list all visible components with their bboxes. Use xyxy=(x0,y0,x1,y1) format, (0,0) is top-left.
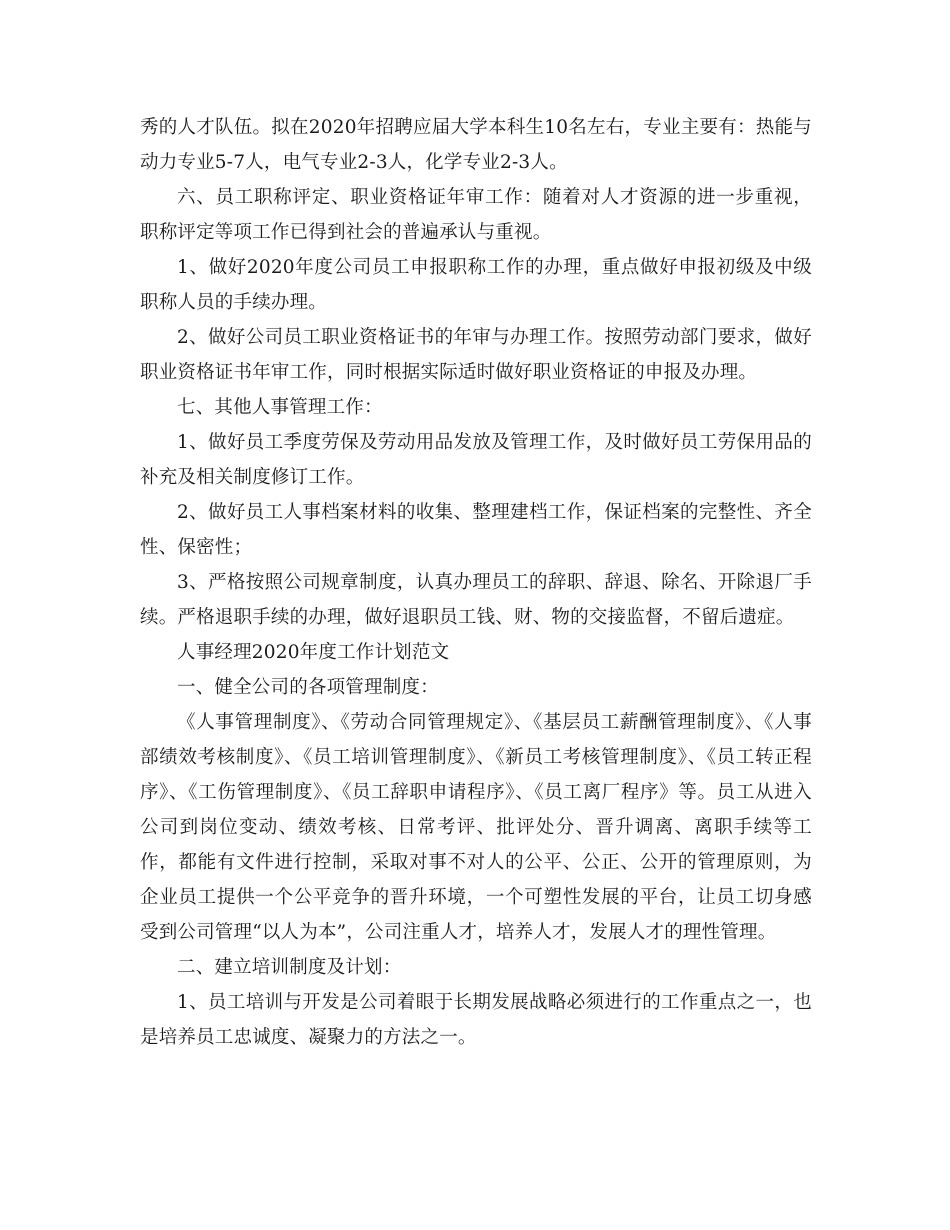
section-heading: 六、员工职称评定、职业资格证年审工作：随着对人才资源的进一步重视，职称评定等项工作已得到社会的普遍承认与重视。 xyxy=(140,187,812,243)
section-heading: 七、其他人事管理工作： xyxy=(177,397,383,418)
paragraph: 1、做好员工季度劳保及劳动用品发放及管理工作，及时做好员工劳保用品的补充及相关制度修订工作。 xyxy=(140,432,812,488)
section-heading: 一、健全公司的各项管理制度： xyxy=(177,677,439,698)
section-heading: 二、建立培训制度及计划： xyxy=(177,957,402,978)
paragraph: 2、做好员工人事档案材料的收集、整理建档工作，保证档案的完整性、齐全性、保密性； xyxy=(140,502,812,558)
paragraph: 2、做好公司员工职业资格证书的年审与办理工作。按照劳动部门要求，做好职业资格证书年审工作，同时根据实际适时做好职业资格证的申报及办理。 xyxy=(140,327,812,383)
paragraph: 《人事管理制度》、《劳动合同管理规定》、《基层员工薪酬管理制度》、《人事部绩效考核制度》、《员工培训管理制度》、《新员工考核管理制度》、《员工转正程序》、《工伤管理制度》、《员工辞职申请程序》、《员工离厂程序》等。员工从进入公司到岗位变动、绩效考核、日常考评、批评处分、晋升调离、离职手续等工作，都能有文件进行控制，采取对事不对人的公平、公正、公开的管理原则，为企业员工提供一个公平竞争的晋升环境，一个可塑性发展的平台，让员工切身感受到公司管理“以人为本”，公司注重人才，培养人才，发展人才的理性管理。 xyxy=(140,712,812,943)
document-body xyxy=(140,110,812,1055)
paragraph: 3、严格按照公司规章制度，认真办理员工的辞职、辞退、除名、开除退厂手续。严格退职手续的办理，做好退职员工钱、财、物的交接监督，不留后遗症。 xyxy=(140,572,812,628)
document-title: 人事经理2020年度工作计划范文 xyxy=(177,642,450,663)
paragraph: 秀的人才队伍。拟在2020年招聘应届大学本科生10名左右，专业主要有：热能与动力专业5-7人，电气专业2-3人，化学专业2-3人。 xyxy=(140,117,812,173)
paragraph: 1、做好2020年度公司员工申报职称工作的办理，重点做好申报初级及中级职称人员的手续办理。 xyxy=(140,257,812,313)
paragraph: 1、员工培训与开发是公司着眼于长期发展战略必须进行的工作重点之一，也是培养员工忠诚度、凝聚力的方法之一。 xyxy=(140,992,812,1048)
